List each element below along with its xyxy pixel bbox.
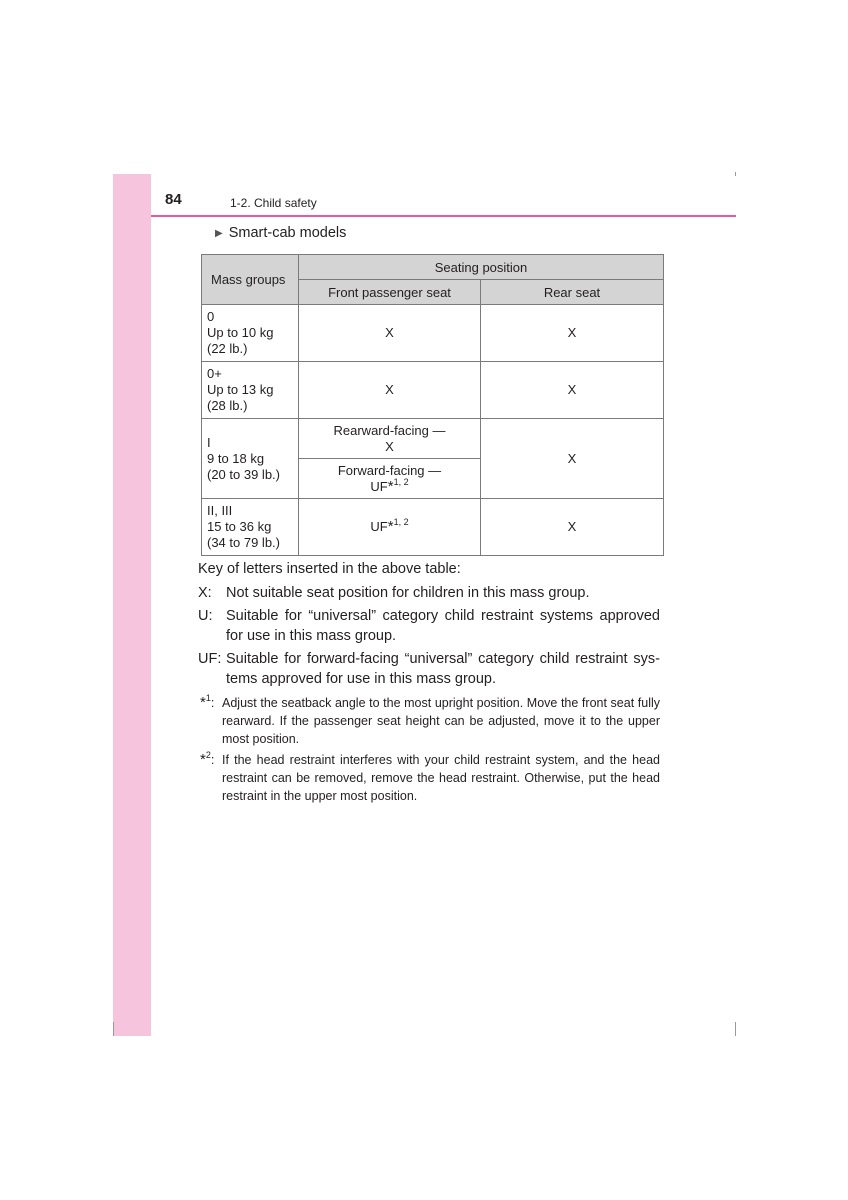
front-seat-cell: X (299, 362, 481, 419)
key-item-u (198, 607, 660, 646)
header-seating-position: Seating position (299, 255, 664, 280)
footnote-marker: *$^2$: (200, 750, 215, 768)
key-description: Suitable for “universal” category child restraint systems approved for use in this mass group. (226, 608, 660, 644)
key-description: Suitable for forward-facing “universal” category child restraint sys- tems approved for use in this mass group. (226, 651, 660, 687)
key-letter: UF: (198, 651, 222, 667)
crop-mark (735, 172, 736, 176)
mass-group-cell (202, 499, 299, 556)
section-title: 1-2. Child safety (230, 196, 317, 210)
group-mass-kg: 9 to 18 kg (207, 450, 265, 466)
front-seat-rearward-cell (299, 419, 481, 459)
group-mass-lb: (28 lb.) (207, 398, 248, 413)
subtitle-text: Smart-cab models (228, 225, 347, 241)
group-mass-kg: Up to 10 kg (207, 325, 274, 340)
footnote-2 (200, 751, 660, 805)
footnote-ref: 1, 2 (393, 476, 409, 487)
header-front-passenger-seat: Front passenger seat (299, 280, 481, 305)
footnote-1 (200, 694, 660, 748)
crop-mark (113, 1022, 114, 1036)
key-item-uf (198, 650, 660, 689)
mass-group-cell (202, 305, 299, 362)
group-mass-kg: Up to 13 kg (207, 382, 274, 397)
group-label: I (207, 434, 211, 450)
key-letter: X: (198, 585, 212, 601)
page-number: 84 (165, 191, 182, 208)
mass-groups-table (201, 254, 664, 556)
key-intro: Key of letters inserted in the above table: (198, 561, 461, 577)
asterisk-icon: * (387, 477, 394, 495)
side-tab-bar (113, 174, 151, 1036)
group-mass-lb: (20 to 39 lb.) (207, 466, 280, 482)
footnote-ref: 1, 2 (393, 517, 409, 527)
forward-facing-label: Forward-facing — (337, 462, 442, 478)
asterisk-icon: * (387, 518, 394, 535)
key-letter: U: (198, 608, 213, 624)
rearward-facing-value: X (385, 438, 394, 454)
rear-seat-cell: X (481, 499, 664, 556)
table-row (202, 499, 664, 556)
group-mass-lb: (22 lb.) (207, 341, 248, 356)
table-row (202, 305, 664, 362)
footnote-marker: *$^1$: (200, 693, 215, 711)
crop-mark (735, 1022, 736, 1036)
rear-seat-cell: X (481, 362, 664, 419)
table-row (202, 419, 664, 459)
front-seat-cell: UF*$^{1, 2}$ (299, 499, 481, 556)
group-mass-lb: (34 to 79 lb.) (207, 535, 280, 550)
footnote-text: If the head restraint interferes with your child restraint system, and the head restraint can be removed, remove the head restraint. Otherwise, put the head restraint in the upper most position. (222, 753, 660, 803)
key-description: Not suitable seat position for children in this mass group. (226, 585, 590, 601)
header-mass-groups: Mass groups (202, 255, 299, 305)
mass-group-cell (202, 362, 299, 419)
header-rear-seat: Rear seat (481, 280, 664, 305)
footnote-text: Adjust the seatback angle to the most upright position. Move the front seat fully rearward. If the passenger seat height can be adjusted, move it to the upper most position. (222, 696, 660, 746)
group-label: 0 (207, 309, 215, 324)
forward-facing-value: UF*$^{1, 2}$ (370, 476, 409, 495)
table-row (202, 362, 664, 419)
group-mass-kg: 15 to 36 kg (207, 519, 272, 534)
table-header-row (202, 255, 664, 280)
group-label: 0+ (207, 366, 222, 381)
key-item-x (198, 584, 660, 604)
rear-seat-cell: X (481, 305, 664, 362)
front-seat-forward-cell (299, 459, 481, 499)
subtitle (215, 225, 346, 241)
mass-group-cell (202, 419, 299, 499)
header-rule (151, 215, 736, 217)
arrow-right-icon: ▶ (215, 228, 223, 239)
rear-seat-cell: X (481, 419, 664, 499)
group-label: II, III (207, 503, 233, 518)
rearward-facing-label: Rearward-facing — (333, 422, 446, 438)
front-seat-cell: X (299, 305, 481, 362)
